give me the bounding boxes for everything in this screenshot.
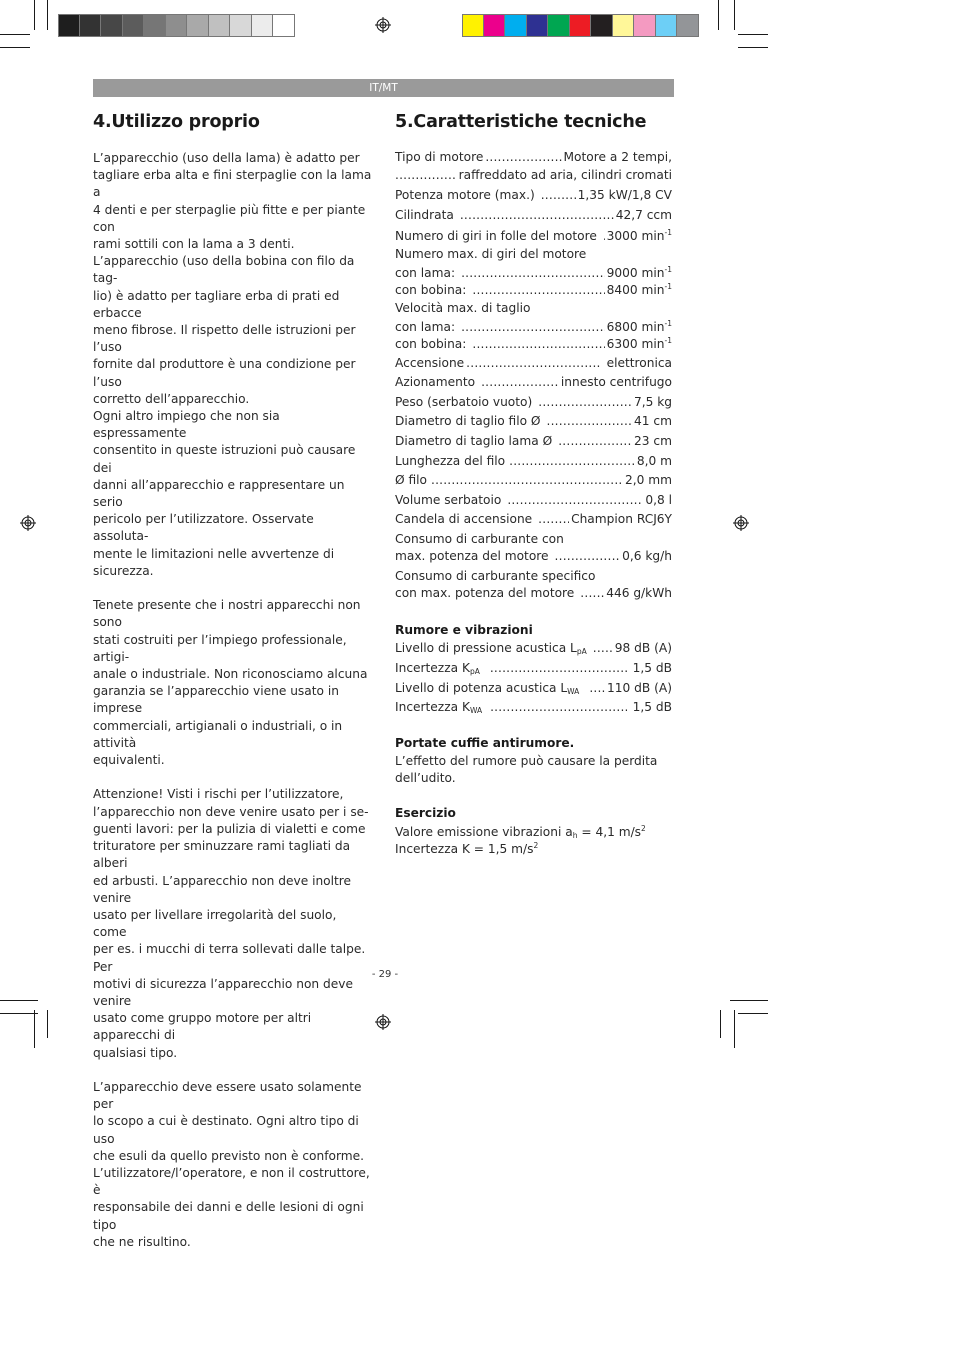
body-line: danni all’apparecchio e rappresentare un serio bbox=[93, 477, 345, 510]
color-swatch bbox=[230, 14, 252, 37]
body-line: l’apparecchio non deve venire usato per i se- bbox=[93, 804, 369, 819]
spec-row: Azionamento ..... innesto centrifugo bbox=[395, 375, 672, 395]
technical-data-list bbox=[395, 150, 672, 858]
body-line: Ogni altro impiego che non sia espressamente bbox=[93, 409, 280, 441]
spec-row: Candela di accensione ..... Champion RCJ6Y bbox=[395, 512, 672, 532]
body-line: trituratore per sminuzzare rami tagliati da alberi bbox=[93, 839, 351, 871]
color-swatch bbox=[144, 14, 166, 37]
spec-row: con lama: ..... 9000 $\min^{-1}$ bbox=[395, 265, 672, 282]
color-swatch bbox=[548, 14, 570, 37]
crop-mark bbox=[734, 0, 735, 30]
body-line: fornite dal produttore è una condizione per l’uso bbox=[93, 357, 356, 389]
color-swatch bbox=[656, 14, 678, 37]
spec-group-label: Consumo di carburante specifico bbox=[395, 569, 596, 583]
body-line: equivalenti. bbox=[93, 753, 165, 768]
registration-mark-icon bbox=[733, 515, 749, 531]
body-line: che ne risultino. bbox=[93, 1234, 191, 1249]
vibration-heading: Esercizio bbox=[395, 806, 456, 820]
crop-mark bbox=[47, 1010, 48, 1038]
spec-group-label: Velocità max. di taglio bbox=[395, 301, 531, 315]
crop-mark bbox=[47, 0, 48, 30]
intended-use-text bbox=[93, 150, 373, 1251]
body-line: L’utilizzatore/l’operatore, e non il costruttore, è bbox=[93, 1165, 370, 1198]
body-line: lo scopo a cui è destinato. Ogni altro tipo di uso bbox=[93, 1114, 359, 1146]
spec-row: Accensione ..... elettronica bbox=[395, 356, 672, 375]
color-swatch bbox=[591, 14, 613, 37]
crop-mark bbox=[0, 1000, 38, 1001]
body-line: corretto dell’apparecchio. bbox=[93, 391, 250, 406]
body-line: L’apparecchio (uso della lama) è adatto per bbox=[93, 151, 360, 165]
body-line bbox=[93, 580, 373, 597]
body-line: anale o industriale. Non riconosciamo alcuna bbox=[93, 667, 368, 682]
registration-mark-icon bbox=[375, 17, 391, 33]
spec-row: Cilindrata ..... 42,7 ccm bbox=[395, 208, 672, 228]
spec-group-label: Consumo di carburante con bbox=[395, 532, 564, 546]
body-line: L’apparecchio deve essere usato solamente per bbox=[93, 1079, 362, 1112]
crop-mark bbox=[0, 47, 30, 48]
body-line: 4 denti e per sterpaglie più fitte e per piante con bbox=[93, 202, 366, 234]
body-line: motivi di sicurezza l’apparecchio non deve venire bbox=[93, 976, 353, 1008]
spec-row: con bobina: ..... 6300 $\min^{-1}$ bbox=[395, 336, 672, 356]
body-line: Attenzione! Visti i rischi per l’utilizzatore, bbox=[93, 787, 344, 802]
color-swatch-bar bbox=[462, 14, 699, 37]
color-swatch bbox=[273, 14, 295, 37]
vibration-uncertainty: Incertezza K = 1,5 $m/s^2$ bbox=[395, 841, 539, 856]
crop-mark bbox=[0, 1013, 38, 1014]
crop-mark bbox=[738, 1013, 768, 1014]
spec-row: Diametro di taglio filo Ø ..... 41 cm bbox=[395, 414, 672, 434]
body-line: rami sottili con la lama a 3 denti. bbox=[93, 237, 295, 252]
body-line: Tenete presente che i nostri apparecchi non sono bbox=[93, 598, 361, 630]
color-swatch bbox=[166, 14, 188, 37]
color-swatch bbox=[101, 14, 123, 37]
crop-mark bbox=[34, 0, 35, 30]
body-line bbox=[93, 1062, 373, 1079]
body-line: qualsiasi tipo. bbox=[93, 1045, 178, 1060]
crop-mark bbox=[738, 47, 768, 48]
color-swatch bbox=[613, 14, 635, 37]
crop-mark bbox=[730, 1000, 768, 1001]
color-swatch bbox=[123, 14, 145, 37]
spec-row: con max. potenza del motore ..... 446 g/kWh bbox=[395, 586, 672, 623]
body-line: ed arbusti. L’apparecchio non deve inoltre venire bbox=[93, 873, 352, 905]
spec-row: Incertezza $K_{WA}$ ..... 1,5 dB bbox=[395, 700, 672, 736]
color-swatch bbox=[484, 14, 506, 37]
body-line: usato come gruppo motore per altri apparecchi di bbox=[93, 1011, 312, 1043]
crop-mark bbox=[34, 1010, 35, 1048]
spec-row: Diametro di taglio lama Ø ..... 23 cm bbox=[395, 434, 672, 454]
color-swatch bbox=[527, 14, 549, 37]
body-line: che esuli da quello previsto non è conforme. bbox=[93, 1148, 365, 1163]
body-line: garanzia se l’apparecchio viene usato in imprese bbox=[93, 684, 339, 716]
section-title-intended-use: 4.Utilizzo proprio bbox=[93, 112, 260, 132]
spec-row: Ø filo ..... 2,0 mm bbox=[395, 473, 672, 493]
ear-protection-text: dell’udito. bbox=[395, 771, 456, 785]
color-swatch bbox=[252, 14, 274, 37]
spec-row: Numero di giri in folle del motore ..... 3000 $\min^{-1}$ bbox=[395, 228, 672, 247]
page-number: - 29 - bbox=[371, 969, 399, 980]
language-code: IT/MT bbox=[369, 82, 398, 94]
body-line: meno fibrose. Il rispetto delle istruzioni per l’uso bbox=[93, 323, 356, 355]
crop-mark bbox=[720, 1010, 721, 1038]
color-swatch bbox=[58, 14, 80, 37]
spec-row: Lunghezza del filo ..... 8,0 m bbox=[395, 454, 672, 473]
spec-group-label: Numero max. di giri del motore bbox=[395, 247, 587, 261]
body-line: mente le limitazioni nelle avvertenze di sicurezza. bbox=[93, 546, 335, 578]
spec-row: Volume serbatoio ..... 0,8 l bbox=[395, 493, 672, 512]
color-swatch bbox=[570, 14, 592, 37]
spec-row: Incertezza $K_{pA}$ ..... 1,5 dB bbox=[395, 661, 672, 681]
spec-row: con lama: ..... 6800 $\min^{-1}$ bbox=[395, 319, 672, 336]
ear-protection-text: L’effetto del rumore può causare la perdita bbox=[395, 754, 658, 768]
spec-row: Potenza motore (max.) ..... 1,35 kW/1,8 CV bbox=[395, 188, 672, 208]
gray-swatch-bar bbox=[58, 14, 295, 37]
body-line: per es. i mucchi di terra sollevati dalle talpe. Per bbox=[93, 942, 366, 974]
section-title-technical-data: 5.Caratteristiche tecniche bbox=[395, 112, 647, 132]
body-line: tagliare erba alta e fini sterpaglie con la lama a bbox=[93, 168, 372, 200]
spec-row: Livello di potenza acustica $L_{WA}$ ..... 110 dB (A) bbox=[395, 681, 672, 700]
language-header-bar bbox=[93, 79, 674, 97]
color-swatch bbox=[80, 14, 102, 37]
body-line: usato per livellare irregolarità del suolo, come bbox=[93, 907, 337, 940]
color-swatch bbox=[505, 14, 527, 37]
spec-row: Livello di pressione acustica $L_{pA}$ ..... 98 dB (A) bbox=[395, 641, 672, 661]
body-line: commerciali, artigianali o industriali, o in attività bbox=[93, 718, 343, 750]
body-line: consentito in queste istruzioni può causare dei bbox=[93, 443, 356, 475]
color-swatch bbox=[634, 14, 656, 37]
crop-mark bbox=[718, 0, 719, 30]
crop-mark bbox=[738, 34, 768, 35]
spec-row: max. potenza del motore ..... 0,6 kg/h bbox=[395, 549, 672, 569]
body-line: lio) è adatto per tagliare erba di prati ed erbacce bbox=[93, 288, 340, 320]
body-line: L’apparecchio (uso della bobina con filo da tag- bbox=[93, 254, 355, 286]
spec-row: Tipo di motore ..... Motore a 2 tempi, bbox=[395, 150, 672, 168]
noise-vibration-heading: Rumore e vibrazioni bbox=[395, 623, 533, 637]
registration-mark-icon bbox=[20, 515, 36, 531]
spec-row: ..... raffreddato ad aria, cilindri cromati bbox=[395, 168, 672, 188]
color-swatch bbox=[187, 14, 209, 37]
body-line: stati costruiti per l’impiego professionale, artigi- bbox=[93, 632, 347, 664]
color-swatch bbox=[677, 14, 699, 37]
spec-row: Peso (serbatoio vuoto) ..... 7,5 kg bbox=[395, 395, 672, 414]
crop-mark bbox=[734, 1010, 735, 1048]
body-line: guenti lavori: per la pulizia di vialetti e come bbox=[93, 821, 366, 836]
color-swatch bbox=[209, 14, 231, 37]
registration-mark-icon bbox=[375, 1014, 391, 1030]
body-line bbox=[93, 769, 373, 786]
spec-row: con bobina: ..... 8400 $\min^{-1}$ bbox=[395, 282, 672, 301]
body-line: responsabile dei danni e delle lesioni di ogni tipo bbox=[93, 1200, 364, 1232]
ear-protection-heading: Portate cuffie antirumore. bbox=[395, 736, 575, 750]
vibration-value: Valore emissione vibrazioni $a_h = 4,1$ $m/s^2$ bbox=[395, 824, 646, 840]
color-swatch bbox=[462, 14, 484, 37]
body-line: pericolo per l’utilizzatore. Osservate assoluta- bbox=[93, 512, 314, 544]
crop-mark bbox=[0, 34, 30, 35]
